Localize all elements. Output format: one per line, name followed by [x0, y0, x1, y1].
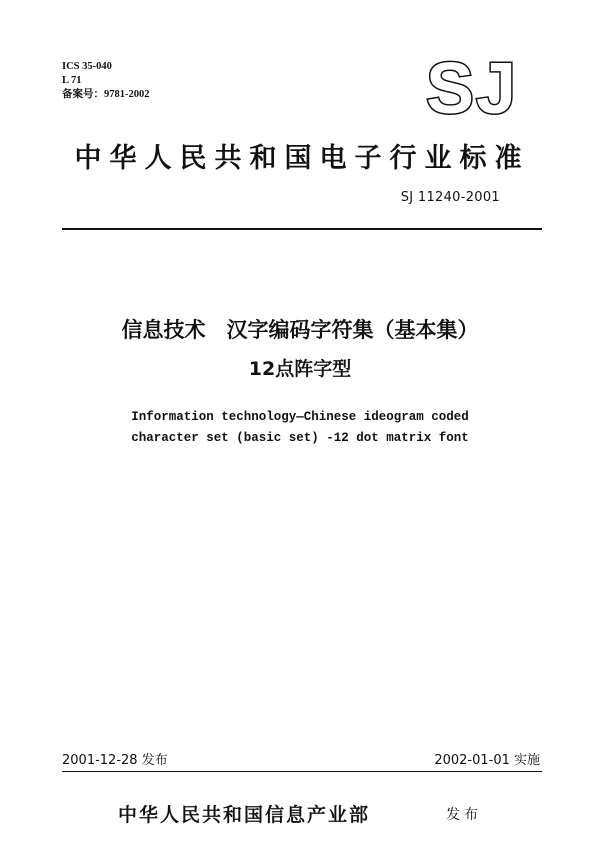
sj-logo-text: SJ [425, 58, 519, 118]
implementation-date: 2002-01-01 实施 [434, 753, 540, 768]
standard-code: SJ 11240-2001 [400, 190, 500, 205]
sj-logo [416, 58, 528, 118]
english-title [0, 407, 600, 449]
chinese-title: 信息技术 汉字编码字符集（基本集） [121, 318, 479, 342]
footer-divider [62, 771, 542, 772]
issuing-sector-title: 中华人民共和国电子行业标准 [74, 143, 530, 174]
chinese-subtitle: 12点阵字型 [248, 358, 352, 380]
issuer-action: 发布 [446, 807, 482, 823]
filing-number: 备案号：9781-2002 [62, 89, 150, 100]
issue-date: 2001-12-28 发布 [62, 753, 168, 768]
issuing-authority: 中华人民共和国信息产业部 [118, 804, 371, 826]
english-title-line-2: character set (basic set) -12 dot matrix font [131, 431, 469, 445]
classification-block [62, 60, 150, 102]
header-divider [62, 228, 542, 230]
ccs-code: L 71 [62, 75, 82, 86]
ics-code: ICS 35-040 [62, 61, 112, 72]
english-title-line-1: Information technology—Chinese ideogram coded [131, 410, 469, 424]
